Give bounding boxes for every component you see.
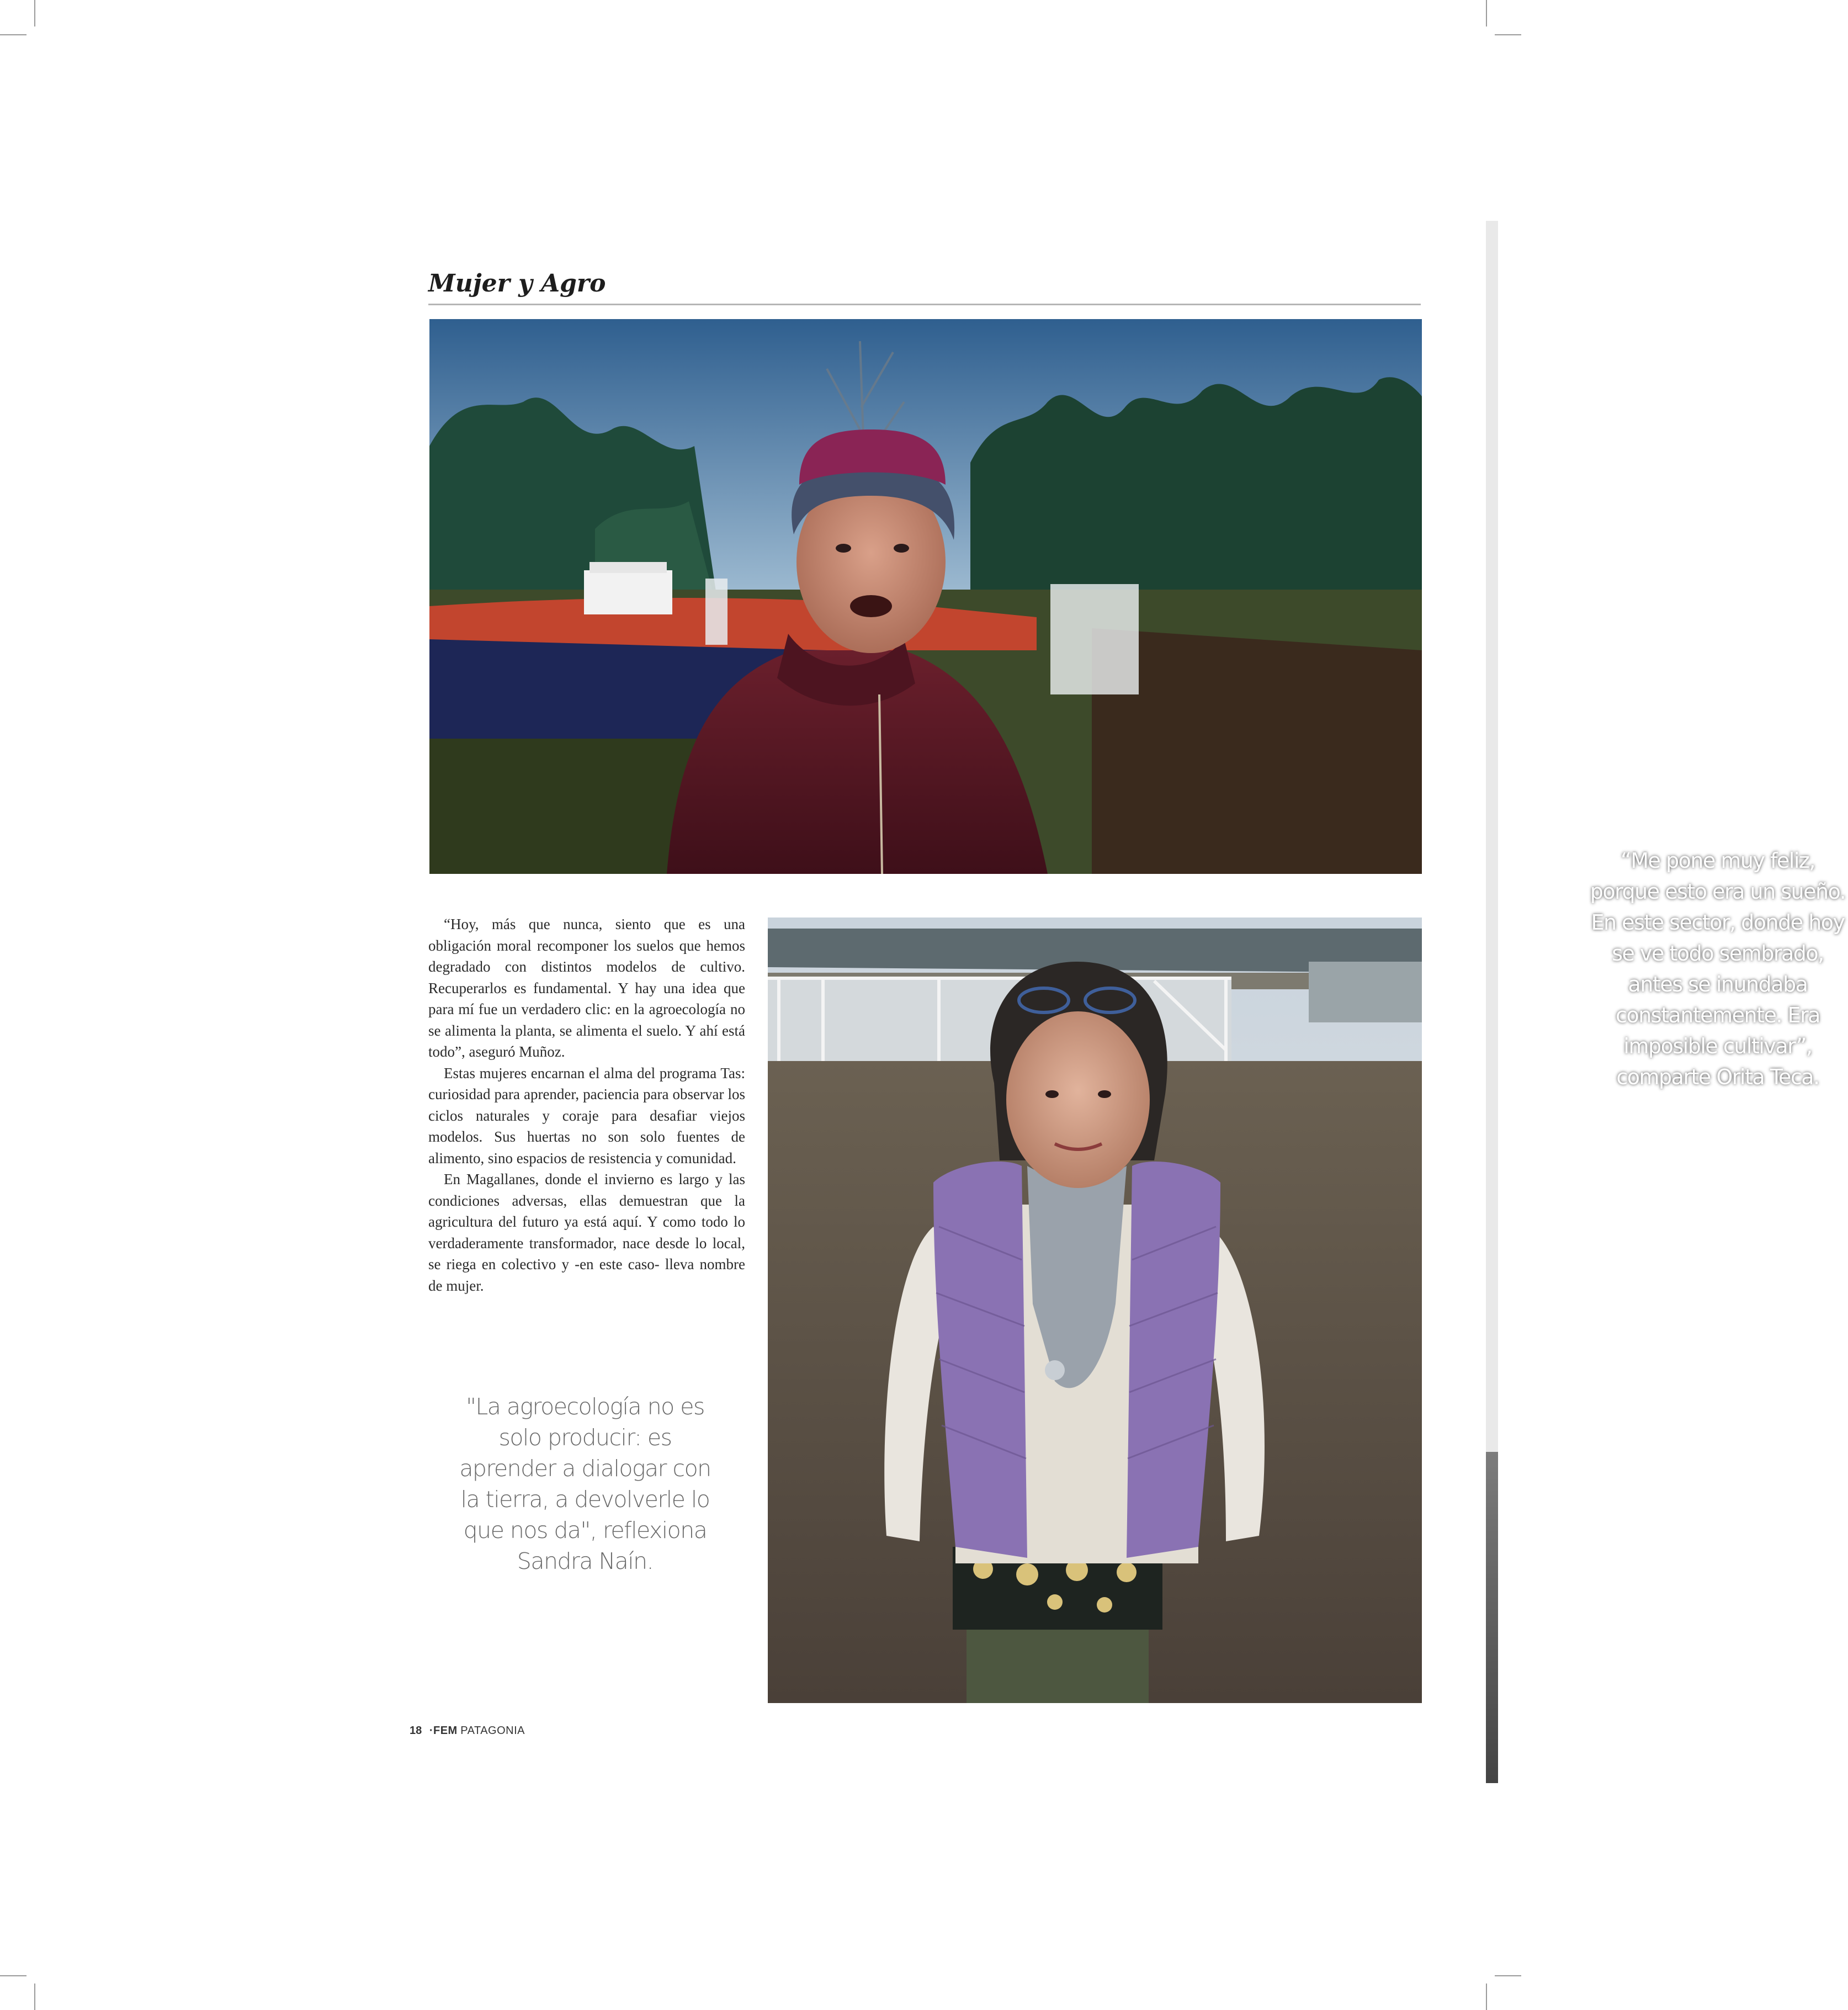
- crop-mark: [1486, 0, 1487, 26]
- article-paragraph: “Hoy, más que nunca, siento que es una obligación moral recomponer los suelos que hemos degradado con distintos modelos de cultivo. Recuperarlos es fundamental. Y hay una idea que para mí fue un verdadero clic: en la agroecología no se alimenta la planta, se alimenta el suelo. Y ahí está todo”, aseguró Muñoz.: [428, 916, 745, 1060]
- crop-mark: [1486, 1984, 1487, 2010]
- crop-mark: [34, 1984, 35, 2010]
- page-scrollbar[interactable]: [1486, 221, 1498, 1783]
- magazine-logo: ·FEM: [429, 1725, 458, 1737]
- photo-caption-quote: “Me pone muy feliz, porque esto era un sueño. En este sector, donde hoy se ve todo sembrado, antes se inundaba constantemente. Era imposible cultivar”, comparte Orita Teca.: [1590, 848, 1846, 1089]
- crop-mark: [34, 0, 35, 26]
- section-title: Mujer y Agro: [428, 269, 606, 298]
- page-number: 18: [410, 1725, 422, 1737]
- crop-mark: [0, 1975, 26, 1976]
- publication-name: PATAGONIA: [460, 1725, 525, 1737]
- crop-mark: [1495, 34, 1521, 35]
- photo-illustration-garden: [429, 319, 1422, 874]
- page-footer: [410, 1725, 525, 1737]
- photo-illustration-field: [768, 918, 1422, 1703]
- scrollbar-thumb[interactable]: [1486, 1452, 1498, 1783]
- crop-mark: [1495, 1975, 1521, 1976]
- article-paragraph: En Magallanes, donde el invierno es largo y las condiciones adversas, ellas demuestran que la agricultura del futuro ya está aquí. Y como todo lo verdaderamente transformador, nace desde lo local, se riega en colectivo y -en este caso- lleva nombre de mujer.: [428, 1171, 745, 1294]
- photo-caption-box: [1587, 825, 1848, 1112]
- article-body: [428, 914, 745, 1296]
- photo-sandra-nain: [768, 918, 1422, 1703]
- pull-quote: "La agroecología no es solo producir: es aprender a dialogar con la tierra, a devolverle lo que nos da", reflexiona Sandra Naín.: [459, 1393, 711, 1574]
- crop-mark: [0, 34, 26, 35]
- article-paragraph: Estas mujeres encarnan el alma del programa Tas: curiosidad para aprender, paciencia para observar los ciclos naturales y coraje para desafiar viejos modelos. Sus huertas no son solo fuentes de alimento, sino espacios de resistencia y comunidad.: [428, 1064, 745, 1166]
- section-rule: [428, 304, 1421, 305]
